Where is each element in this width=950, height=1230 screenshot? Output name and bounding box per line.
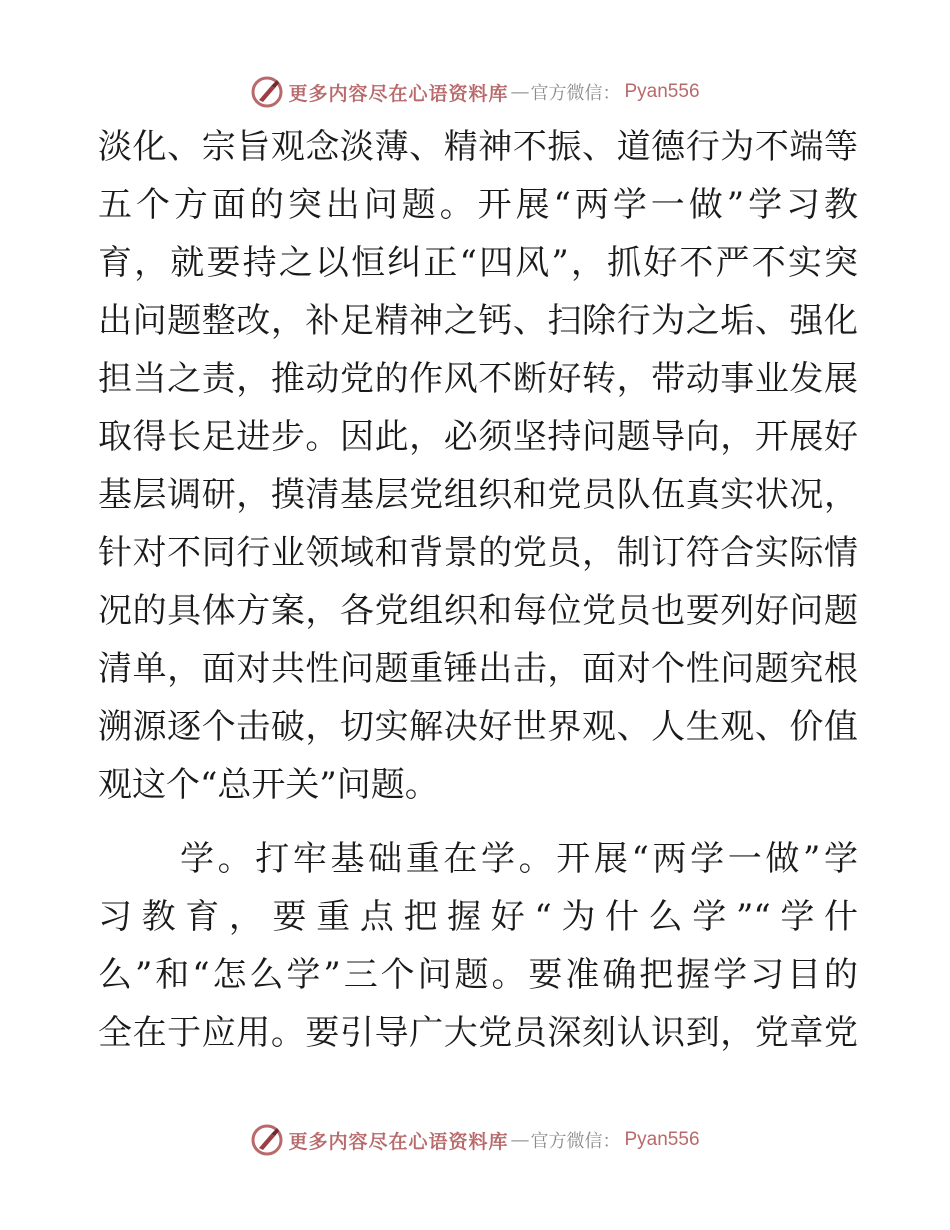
watermark-colon: ：	[602, 83, 621, 104]
text-line: 况的具体方案，各党组织和每位党员也要列好问题	[98, 591, 858, 631]
text-line: 全在于应用。要引导广大党员深刻认识到，党章党	[98, 1013, 858, 1053]
watermark-label: 官方微信	[530, 1131, 603, 1152]
footer-watermark	[0, 1118, 950, 1162]
text-line: 取得长足进步。因此，必须坚持问题导向，开展好	[98, 417, 858, 457]
watermark-title: 更多内容尽在心语资料库	[288, 1130, 509, 1153]
text-line: 学。打牢基础重在学。开展“两学一做”学	[180, 839, 858, 879]
watermark-label: 官方微信	[530, 83, 603, 104]
text-line: 针对不同行业领域和背景的党员，制订符合实际情	[98, 533, 858, 573]
text-line: 习教育，要重点把握好“为什么学”“学什	[98, 897, 858, 937]
watermark-colon: ：	[602, 1131, 621, 1152]
watermark-separator: —	[510, 81, 529, 103]
watermark-title: 更多内容尽在心语资料库	[288, 82, 509, 105]
header-watermark	[0, 70, 950, 114]
text-line: 基层调研，摸清基层党组织和党员队伍真实状况，	[98, 475, 858, 515]
text-line: 五个方面的突出问题。开展“两学一做”学习教	[98, 185, 858, 225]
watermark-id: Pyan556	[624, 1129, 700, 1150]
watermark-separator: —	[510, 1129, 529, 1151]
text-line: 担当之责，推动党的作风不断好转，带动事业发展	[98, 359, 858, 399]
paragraph-2	[98, 830, 858, 1062]
paragraph-1	[98, 118, 858, 814]
pen-logo-icon	[250, 1123, 284, 1157]
text-line: 淡化、宗旨观念淡薄、精神不振、道德行为不端等	[98, 127, 858, 167]
text-line: 观这个“总开关”问题。	[98, 765, 439, 805]
text-line: 育，就要持之以恒纠正“四风”，抓好不严不实突	[98, 243, 858, 283]
text-line: 出问题整改，补足精神之钙、扫除行为之垢、强化	[98, 301, 858, 341]
text-line: 溯源逐个击破，切实解决好世界观、人生观、价值	[98, 707, 858, 747]
pen-logo-icon	[250, 75, 284, 109]
text-line: 么”和“怎么学”三个问题。要准确把握学习目的	[98, 955, 858, 995]
text-line: 清单，面对共性问题重锤出击，面对个性问题究根	[98, 649, 858, 689]
watermark-id: Pyan556	[624, 81, 700, 102]
